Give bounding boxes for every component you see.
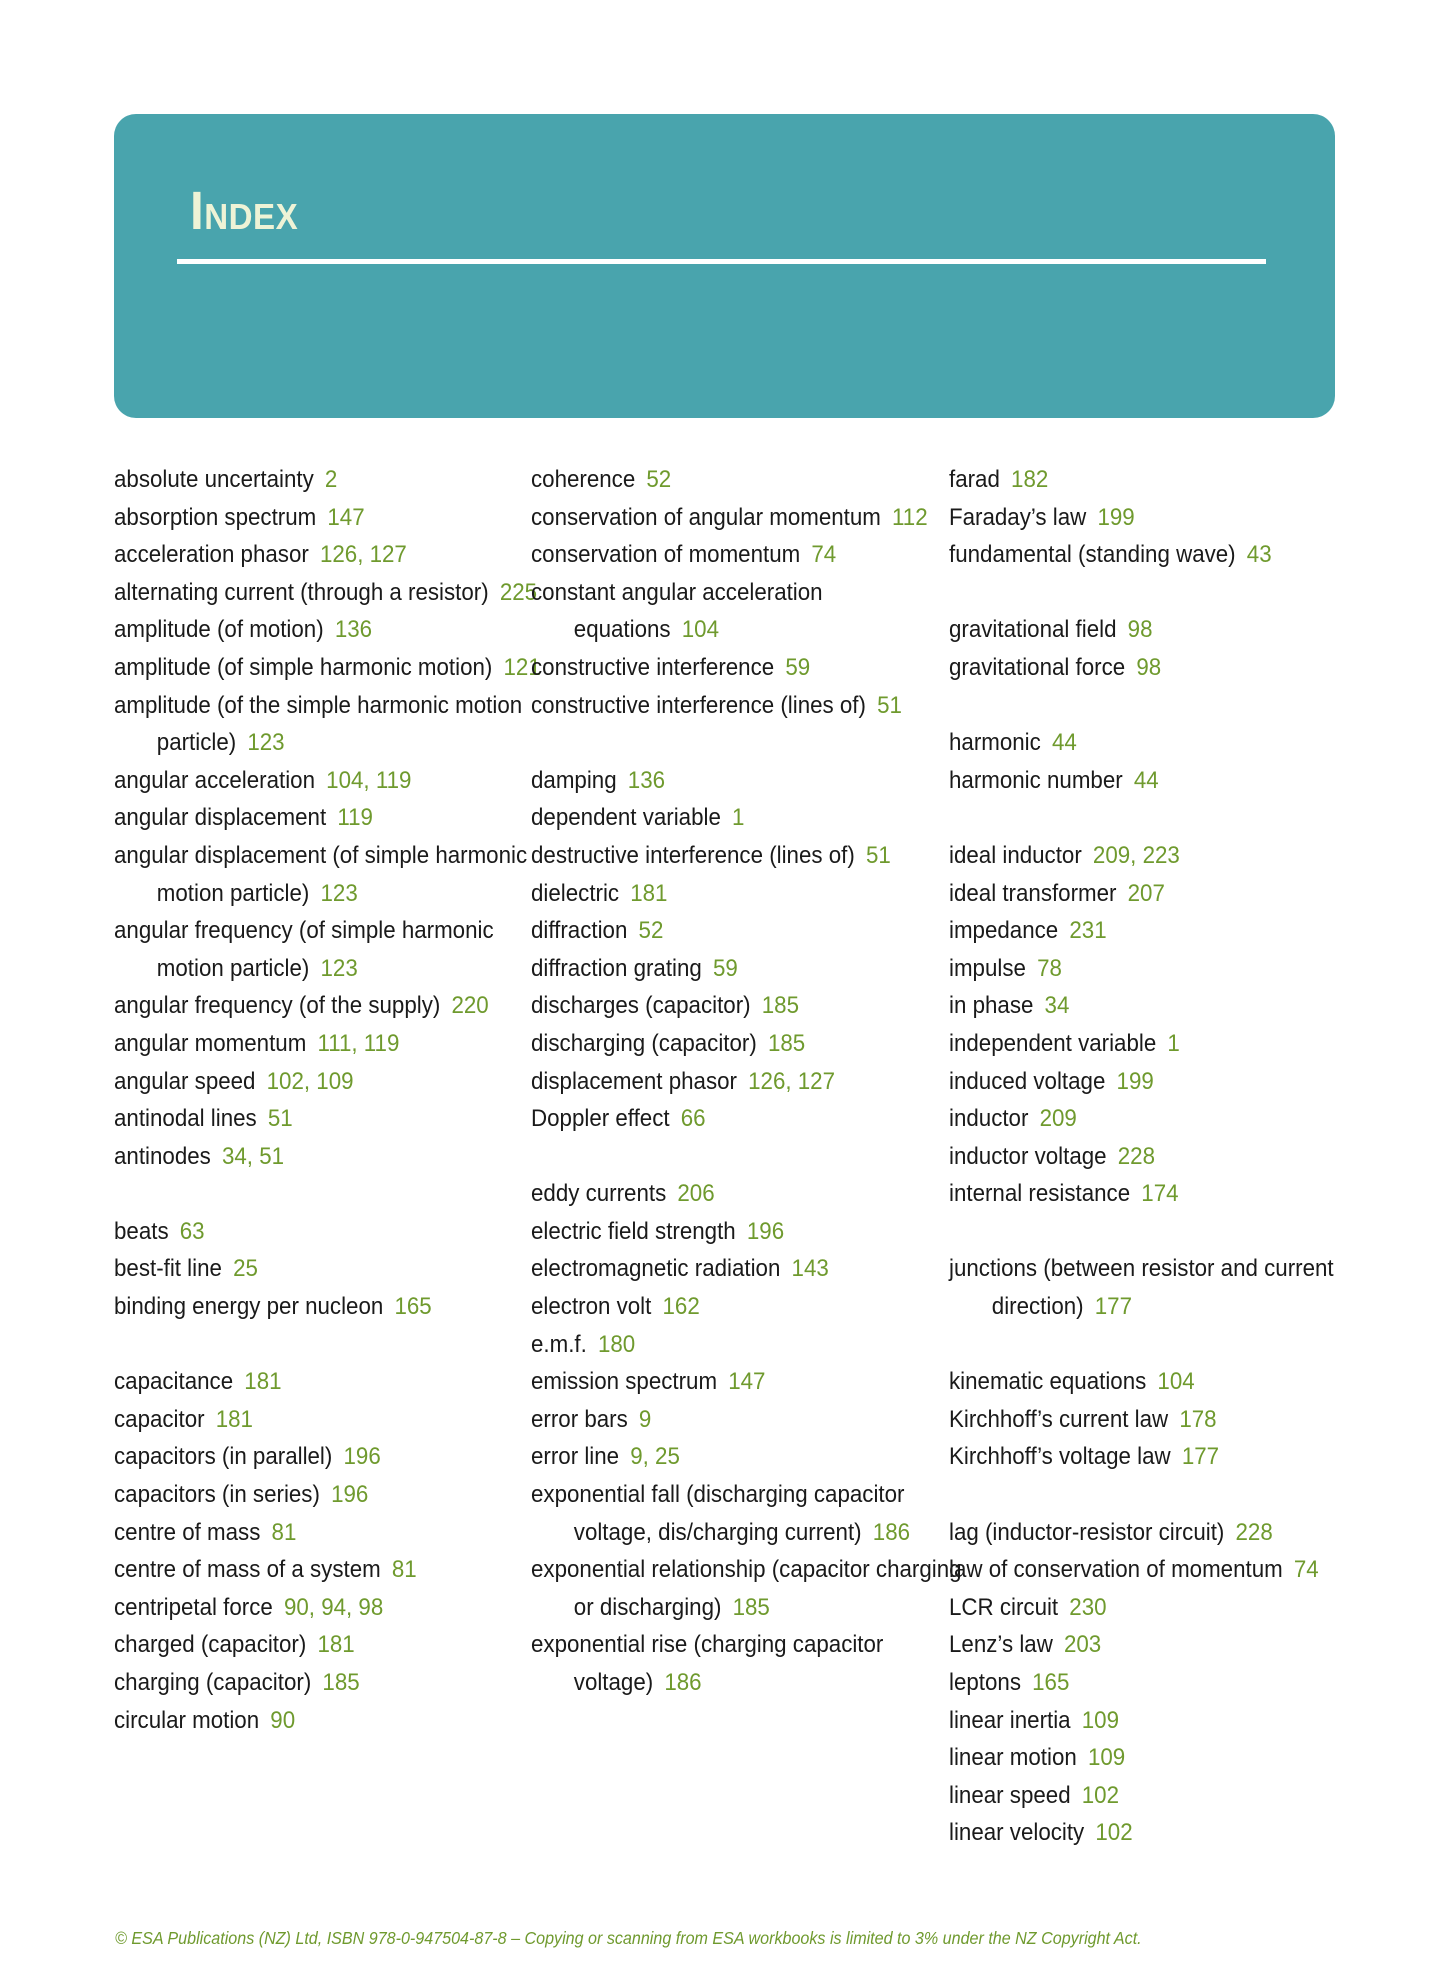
index-entry [949,1664,1382,1702]
page-reference: 51 [267,1105,293,1133]
index-entry [114,1476,547,1514]
index-term: charging (capacitor) [114,1669,312,1696]
index-term: inductor voltage [949,1142,1107,1170]
index-entry [949,1739,1382,1777]
page-reference: 102, 109 [266,1067,354,1095]
index-term: Kirchhoff’s current law [949,1405,1169,1433]
index-entry [114,649,547,687]
page-reference: 165 [394,1293,432,1321]
page-reference: 9 [638,1405,652,1433]
index-term: kinematic equations [949,1368,1147,1396]
page-reference: 177 [1181,1443,1220,1471]
page-reference: 34, 51 [221,1142,285,1170]
index-term: capacitor [114,1405,205,1433]
page-reference: 225 [499,578,538,606]
index-entry [949,499,1382,537]
index-entry [949,611,1382,649]
page-reference: 81 [271,1518,297,1546]
section-spacer [949,574,1382,612]
index-term: emission spectrum [531,1368,718,1396]
index-term: best-fit line [114,1255,222,1283]
index-term: linear motion [949,1744,1077,1772]
page-reference: 2 [324,466,338,493]
index-entry [949,1777,1382,1815]
page-reference: 196 [343,1443,381,1471]
index-entry [531,1438,964,1476]
page-reference: 52 [646,466,672,493]
page-reference: 231 [1069,917,1107,945]
page-reference: 147 [327,503,365,531]
section-spacer [531,1138,964,1176]
index-term: antinodal lines [114,1105,257,1133]
page-reference: 34 [1044,992,1070,1020]
section-spacer [531,724,964,762]
index-term: diffraction [531,917,628,945]
page-reference: 181 [317,1631,355,1659]
section-spacer [114,1326,547,1364]
index-column-2 [531,461,962,1702]
index-term: amplitude (of simple harmonic motion) [114,653,493,681]
index-term: linear inertia [949,1706,1071,1734]
page-reference: 230 [1069,1593,1107,1621]
index-entry [531,1063,964,1101]
index-entry [531,762,964,800]
index-term: error line [531,1443,620,1471]
index-term: electric field strength [531,1217,736,1245]
index-column-3 [949,461,1349,1852]
index-term: eddy currents [531,1180,667,1208]
index-term: dielectric [531,879,620,907]
page-reference: 104 [681,616,719,644]
page-reference: 52 [638,917,664,945]
page-title [190,181,299,241]
page-reference: 9, 25 [630,1443,680,1471]
page-reference: 74 [811,541,837,569]
index-term: destructive interference (lines of) [531,841,855,869]
index-term: inductor [949,1105,1029,1133]
index-term: conservation of angular momentum [531,503,881,531]
index-term: diffraction grating [531,954,702,982]
page-reference: 180 [597,1330,636,1358]
page-reference: 199 [1116,1067,1154,1095]
page-reference: 185 [761,992,799,1020]
index-entry [114,1664,547,1702]
index-entry [531,1476,964,1551]
copyright-footer: © ESA Publications (NZ) Ltd, ISBN 978-0-947504-87-8 – Copying or scanning from ESA workbooks is limited to 3% under the NZ Copyright Act. [115,1928,1142,1948]
index-term: Lenz’s law [949,1631,1053,1659]
index-term: binding energy per nucleon [114,1293,384,1321]
index-term: absorption spectrum [114,503,317,531]
index-term: acceleration phasor [114,541,309,569]
index-entry [114,1213,547,1251]
page-reference: 209 [1039,1105,1077,1133]
index-entry [114,1063,547,1101]
index-entry [949,875,1382,913]
page-reference: 78 [1037,954,1062,982]
index-entry [531,574,964,649]
page-reference: 98 [1127,616,1153,644]
page-reference: 123 [320,954,358,982]
page-reference: 177 [1094,1293,1132,1321]
section-spacer [949,1326,1382,1364]
index-term: electromagnetic radiation [531,1255,781,1283]
index-term: leptons [949,1669,1021,1696]
page-reference: 147 [728,1368,766,1396]
index-entry [531,1626,964,1701]
index-entry [114,1626,547,1664]
index-entry [949,536,1382,574]
page-reference: 51 [877,691,902,719]
index-entry [531,1175,964,1213]
index-term: angular displacement (of simple harmonic motion particle) [114,841,528,907]
index-entry [114,611,547,649]
index-term: circular motion [114,1706,260,1734]
section-spacer [949,1213,1382,1251]
index-entry [114,837,547,912]
index-entry [949,987,1382,1025]
page-reference: 1 [1167,1029,1180,1057]
index-entry [114,1551,547,1589]
index-entry [114,1363,547,1401]
page-reference: 44 [1051,729,1077,757]
index-term: linear speed [949,1781,1071,1809]
page-reference: 196 [746,1217,785,1245]
page-reference: 1 [732,804,745,832]
index-term: angular frequency (of simple harmonic motion particle) [114,917,494,982]
index-entry [949,1626,1382,1664]
index-term: harmonic [949,729,1041,757]
page-reference: 126, 127 [748,1067,836,1095]
section-spacer [949,799,1382,837]
index-entry [949,1100,1382,1138]
index-term: error bars [531,1405,628,1433]
index-term: lag (inductor-resistor circuit) [949,1518,1225,1546]
page-reference: 109 [1081,1706,1119,1734]
index-entry [949,1063,1382,1101]
index-entry [949,1702,1382,1740]
page-reference: 199 [1097,503,1135,531]
page-reference: 74 [1293,1556,1319,1584]
index-term: linear velocity [949,1819,1085,1847]
index-entry [531,461,964,499]
index-term: discharging (capacitor) [531,1029,757,1057]
index-term: absolute uncertainty [114,466,314,493]
page-reference: 81 [391,1556,417,1584]
index-entry [949,1589,1382,1627]
index-entry [114,987,547,1025]
page-reference: 98 [1136,653,1162,681]
index-entry [949,724,1382,762]
index-entry [114,574,547,612]
index-term: impedance [949,917,1059,945]
page-reference: 102 [1095,1819,1133,1847]
index-term: ideal inductor [949,841,1082,869]
section-spacer [114,1175,547,1213]
index-term: amplitude (of motion) [114,616,324,644]
index-term: independent variable [949,1029,1157,1057]
index-term: junctions (between resistor and current direction) [949,1255,1334,1321]
index-term: conservation of momentum [531,541,801,569]
page-reference: 178 [1179,1405,1217,1433]
index-term: damping [531,766,617,794]
index-term: capacitance [114,1368,234,1396]
index-entry [114,1401,547,1439]
index-term: gravitational force [949,653,1126,681]
index-entry [531,912,964,950]
page-reference: 136 [627,766,666,794]
page-reference: 111, 119 [317,1029,400,1057]
page-reference: 186 [664,1669,702,1696]
page-reference: 51 [865,841,891,869]
page-reference: 185 [322,1669,360,1696]
section-spacer [949,687,1382,725]
page-reference: 143 [791,1255,829,1283]
index-term: electron volt [531,1293,652,1321]
index-entry [949,649,1382,687]
page-reference: 220 [451,992,489,1020]
page-reference: 181 [630,879,668,907]
index-entry [531,799,964,837]
index-term: angular displacement [114,804,327,832]
index-term: centre of mass [114,1518,261,1546]
page-reference: 123 [247,729,285,757]
index-term: internal resistance [949,1180,1131,1208]
index-term: induced voltage [949,1067,1106,1095]
index-term: antinodes [114,1142,211,1170]
index-entry [114,1250,547,1288]
index-entry [949,1363,1382,1401]
index-entry [114,1589,547,1627]
index-entry [114,461,547,499]
index-entry [114,1100,547,1138]
index-entry [531,1288,964,1326]
page-reference: 182 [1011,466,1049,493]
index-entry [114,912,547,987]
page-reference: 228 [1117,1142,1155,1170]
index-entry [531,1100,964,1138]
page-reference: 174 [1141,1180,1179,1208]
page-reference: 181 [244,1368,282,1396]
index-entry [949,762,1382,800]
index-term: capacitors (in series) [114,1481,320,1509]
page-reference: 102 [1081,1781,1120,1809]
index-entry [531,499,964,537]
index-term: farad [949,466,1000,493]
index-term: exponential fall (discharging capacitor voltage, dis/charging current) [531,1481,905,1546]
index-term: law of conservation of momentum [949,1556,1283,1584]
index-term: fundamental (standing wave) [949,541,1236,569]
index-term: e.m.f. [531,1330,587,1358]
page-reference: 203 [1063,1631,1102,1659]
index-entry [114,799,547,837]
index-term: centre of mass of a system [114,1556,381,1584]
index-term: ideal transformer [949,879,1117,907]
index-entry [531,987,964,1025]
page-reference: 109 [1087,1744,1126,1772]
index-term: in phase [949,992,1034,1020]
index-term: exponential rise (charging capacitor voltage) [531,1631,884,1696]
index-entry [114,1702,547,1740]
page-reference: 66 [680,1105,706,1133]
page-reference: 119 [337,804,373,832]
page-reference: 104 [1157,1368,1195,1396]
page-reference: 121 [503,653,541,681]
page-reference: 104, 119 [326,766,412,794]
index-term: capacitors (in parallel) [114,1443,333,1471]
index-term: beats [114,1217,169,1245]
index-entry [949,1138,1382,1176]
page-reference: 43 [1246,541,1272,569]
index-term: impulse [949,954,1026,982]
index-term: discharges (capacitor) [531,992,751,1020]
index-entry [531,1213,964,1251]
index-term: amplitude (of the simple harmonic motion particle) [114,691,523,757]
section-spacer [949,1476,1382,1514]
page-reference: 181 [215,1405,253,1433]
page-reference: 90, 94, 98 [283,1593,384,1621]
index-entry [531,875,964,913]
index-entry [531,950,964,988]
index-term: constant angular acceleration equations [531,578,823,644]
page-reference: 136 [334,616,373,644]
index-entry [531,1025,964,1063]
index-term: gravitational field [949,616,1117,644]
index-term: angular momentum [114,1029,307,1057]
index-term: Kirchhoff’s voltage law [949,1443,1171,1471]
index-term: centripetal force [114,1593,273,1621]
page-reference: 123 [320,879,358,907]
index-entry [114,1288,547,1326]
page-reference: 126, 127 [319,541,407,569]
index-entry [114,687,547,762]
page-title-rest: NDEX [204,196,299,237]
page-reference: 59 [712,954,738,982]
title-underline-rule [177,259,1266,264]
index-term: constructive interference (lines of) [531,691,866,719]
page-reference: 186 [872,1518,911,1546]
index-term: dependent variable [531,804,721,832]
page-reference: 112 [892,503,928,531]
index-entry [949,1401,1382,1439]
index-entry [114,1025,547,1063]
index-term: LCR circuit [949,1593,1059,1621]
index-entry [114,1514,547,1552]
index-term: charged (capacitor) [114,1631,307,1659]
index-entry [114,762,547,800]
index-entry [949,950,1382,988]
index-entry [531,1363,964,1401]
index-entry [531,1551,964,1626]
page-title-initial: I [190,181,205,241]
index-entry [531,837,964,875]
page-reference: 59 [785,653,811,681]
page-reference: 185 [732,1593,770,1621]
page-reference: 165 [1032,1669,1070,1696]
index-entry [531,1326,964,1364]
index-term: exponential relationship (capacitor charging or discharging) [531,1556,962,1621]
index-term: displacement phasor [531,1067,737,1095]
index-term: angular speed [114,1067,256,1095]
page-reference: 185 [767,1029,806,1057]
page-reference: 228 [1235,1518,1273,1546]
index-term: angular acceleration [114,766,316,794]
index-entry [949,1814,1382,1852]
index-entry [531,1250,964,1288]
index-entry [114,536,547,574]
index-entry [949,1514,1382,1552]
index-term: alternating current (through a resistor) [114,578,489,606]
index-entry [531,536,964,574]
page-reference: 25 [233,1255,258,1283]
index-entry [949,461,1382,499]
index-entry [949,1250,1382,1325]
index-entry [531,1401,964,1439]
page-reference: 90 [270,1706,296,1734]
page-reference: 196 [331,1481,369,1509]
index-term: angular frequency (of the supply) [114,992,441,1020]
page-reference: 209, 223 [1092,841,1180,869]
index-entry [949,912,1382,950]
index-entry [114,499,547,537]
index-header-panel [114,114,1335,418]
index-column-1 [114,461,541,1739]
index-entry [949,1551,1382,1589]
page-reference: 63 [179,1217,205,1245]
page-reference: 206 [677,1180,715,1208]
index-term: constructive interference [531,653,775,681]
index-entry [949,1175,1382,1213]
index-entry [114,1138,547,1176]
page-reference: 44 [1133,766,1159,794]
index-term: harmonic number [949,766,1123,794]
index-entry [949,1438,1382,1476]
index-entry [114,1438,547,1476]
index-entry [531,649,964,687]
page-reference: 207 [1127,879,1165,907]
page-reference: 162 [662,1293,700,1321]
index-term: coherence [531,466,636,493]
index-entry [949,837,1382,875]
index-term: Doppler effect [531,1105,670,1133]
index-term: Faraday’s law [949,503,1087,531]
index-entry [949,1025,1382,1063]
index-entry [531,687,964,725]
